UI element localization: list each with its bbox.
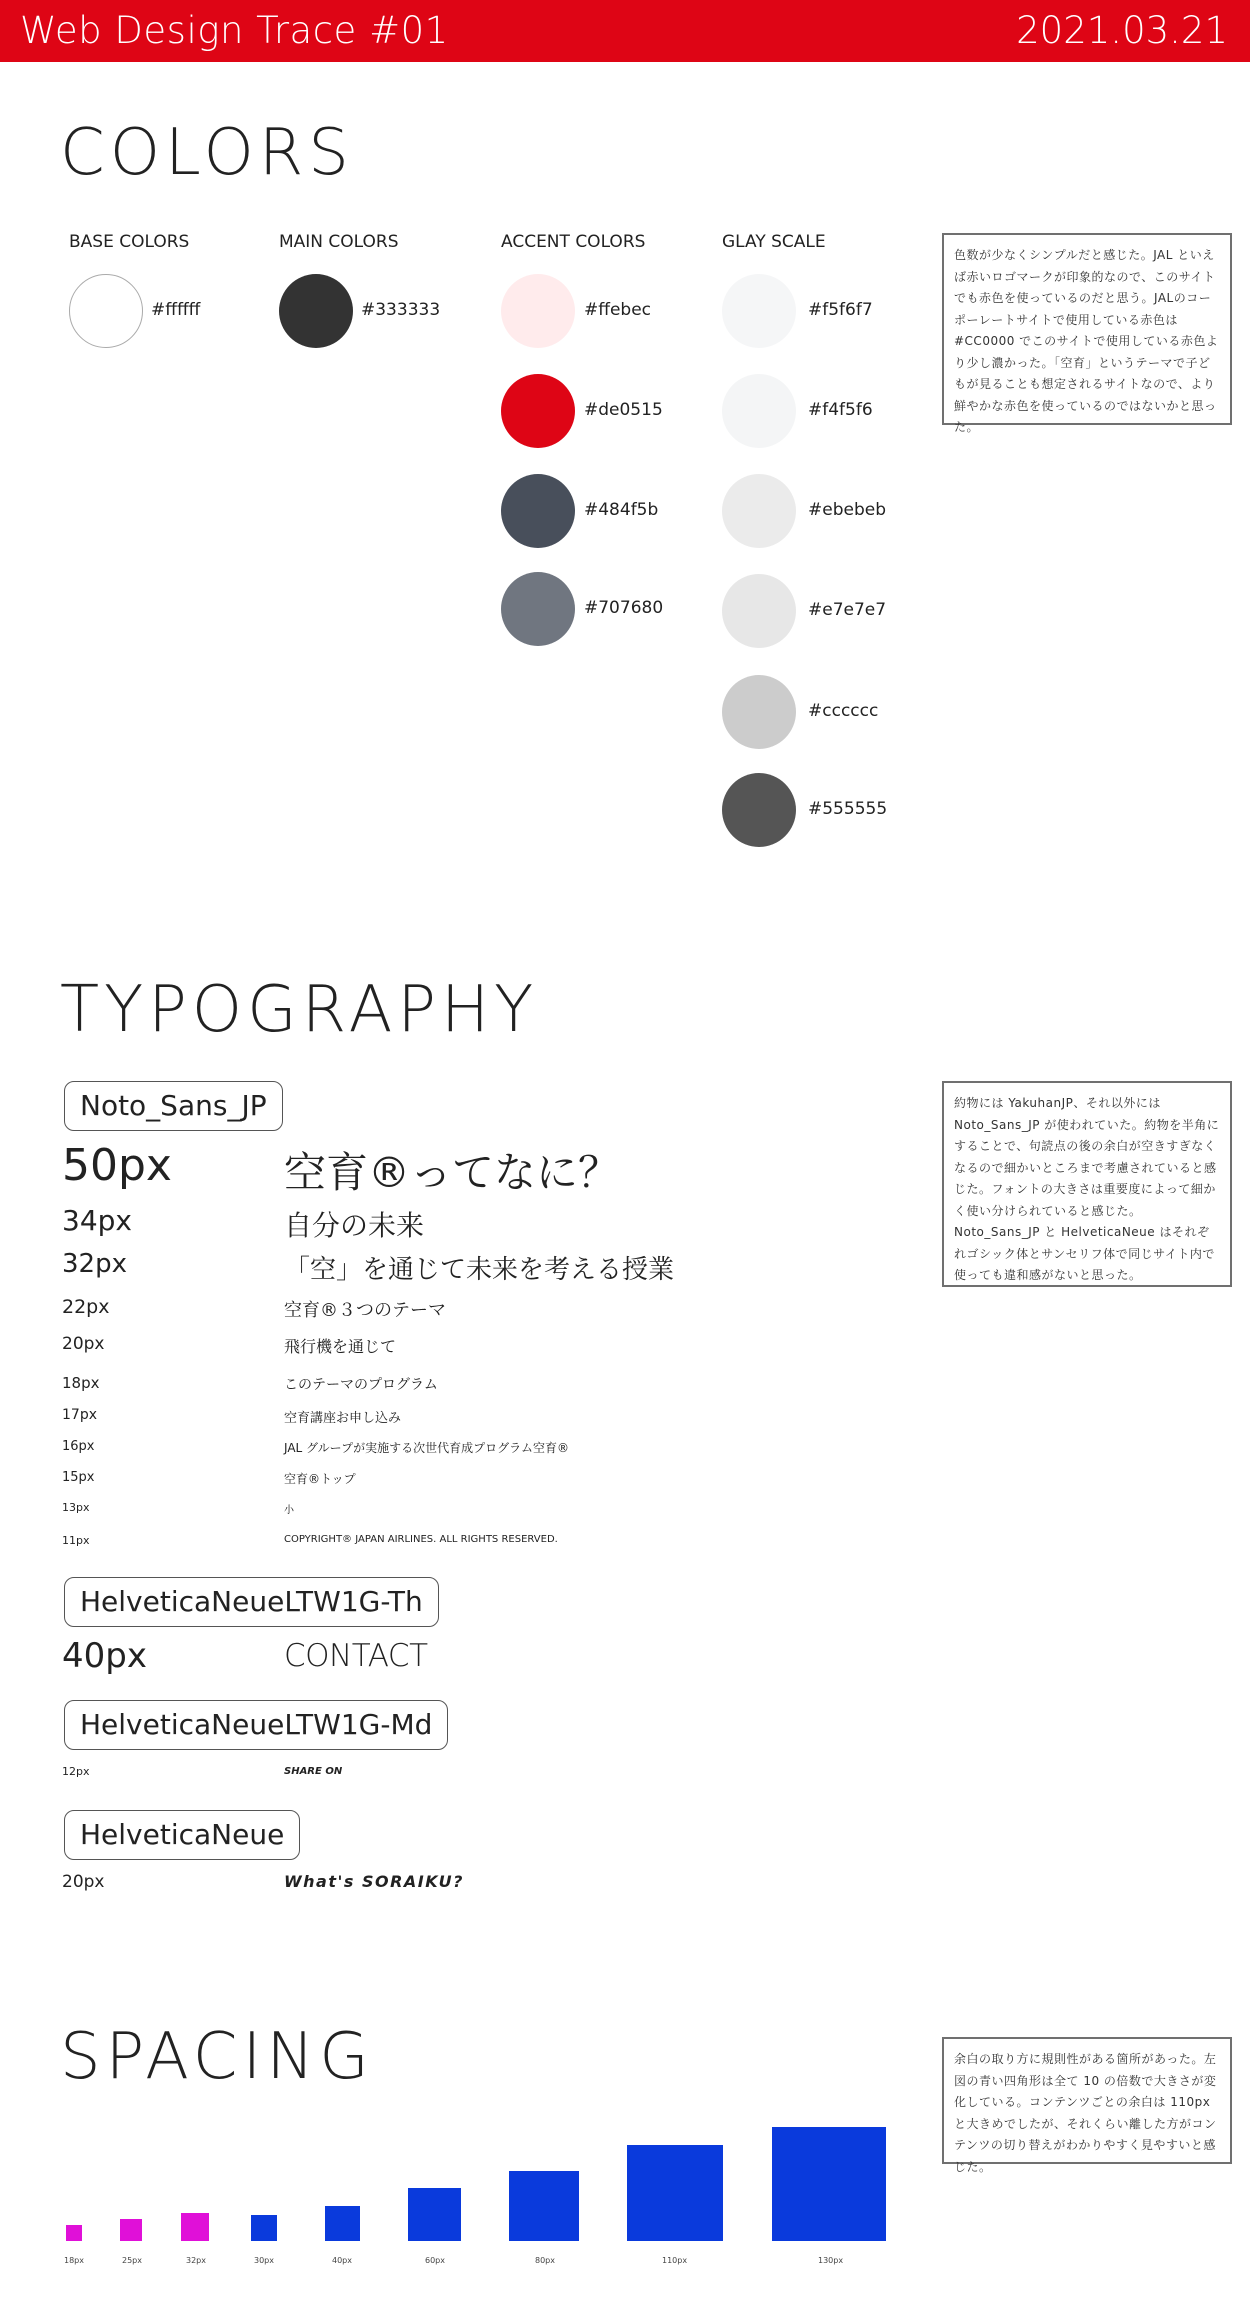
font-size-label: 32px	[62, 1249, 127, 1279]
color-swatch	[501, 274, 575, 348]
spacing-square	[325, 2206, 360, 2241]
spacing-label: 110px	[662, 2256, 688, 2265]
main-colors-heading: MAIN COLORS	[279, 232, 399, 252]
color-swatch	[501, 374, 575, 448]
header-bar	[0, 0, 1250, 62]
color-hex-label: #de0515	[584, 400, 663, 420]
spacing-square	[66, 2225, 82, 2241]
color-hex-label: #ffffff	[151, 300, 201, 320]
spacing-label: 25px	[122, 2256, 142, 2265]
spacing-label: 30px	[254, 2256, 274, 2265]
spacing-note: 余白の取り方に規則性がある箇所があった。左図の青い四角形は全て 10 の倍数で大きさが変化している。コンテンツごとの余白は 110px と大きめでしたが、それくらい離した方がコンテンツの切り替えがわかりやすく見やすいと感じた。	[942, 2037, 1232, 2164]
spacing-square	[408, 2188, 461, 2241]
spacing-square	[627, 2145, 723, 2241]
font-sample-text: 自分の未来	[284, 1209, 425, 1242]
spacing-label: 60px	[425, 2256, 445, 2265]
font-sample-text: 空育®トップ	[284, 1472, 356, 1486]
color-swatch	[722, 574, 796, 648]
font-sample-text: COPYRIGHT® JAPAN AIRLINES. ALL RIGHTS RESERVED.	[284, 1534, 558, 1545]
font-size-label: 17px	[62, 1407, 97, 1423]
color-swatch	[501, 572, 575, 646]
font-sample-text: JAL グループが実施する次世代育成プログラム空育®	[284, 1441, 569, 1455]
font-sample-text: 飛行機を通じて	[284, 1337, 397, 1356]
color-swatch	[722, 773, 796, 847]
color-hex-label: #f5f6f7	[808, 300, 873, 320]
font-size-label: 18px	[62, 1374, 100, 1392]
color-swatch	[69, 274, 143, 348]
font-size-label: 13px	[62, 1501, 90, 1514]
font-sample-text: CONTACT	[284, 1638, 428, 1674]
spacing-label: 40px	[332, 2256, 352, 2265]
color-hex-label: #333333	[361, 300, 441, 320]
base-colors-heading: BASE COLORS	[69, 232, 190, 252]
font-name-box: HelveticaNeue	[64, 1810, 300, 1860]
color-hex-label: #cccccc	[808, 701, 879, 721]
font-size-label: 40px	[62, 1636, 147, 1676]
page-date: 2021.03.21	[1016, 9, 1228, 52]
color-hex-label: #484f5b	[584, 500, 659, 520]
color-swatch	[279, 274, 353, 348]
spacing-square	[772, 2127, 886, 2241]
spacing-label: 18px	[64, 2256, 84, 2265]
color-hex-label: #ebebeb	[808, 500, 886, 520]
font-name-box: HelveticaNeueLTW1G-Md	[64, 1700, 448, 1750]
font-sample-text: 空育講座お申し込み	[284, 1411, 402, 1426]
page-title: Web Design Trace #01	[20, 9, 449, 52]
font-size-label: 22px	[62, 1296, 110, 1318]
spacing-square	[509, 2171, 579, 2241]
colors-section-title: COLORS	[60, 116, 354, 190]
color-swatch	[501, 474, 575, 548]
font-sample-text: 「空」を通じて未来を考える授業	[284, 1255, 675, 1285]
spacing-section-title: SPACING	[60, 2020, 374, 2094]
spacing-label: 130px	[818, 2256, 844, 2265]
font-sample-text: What's SORAIKU?	[284, 1872, 464, 1891]
font-sample-text: このテーマのプログラム	[284, 1377, 438, 1393]
color-hex-label: #e7e7e7	[808, 600, 887, 620]
color-swatch	[722, 675, 796, 749]
colors-note: 色数が少なくシンプルだと感じた。JAL といえば赤いロゴマークが印象的なので、このサイトでも赤色を使っているのだと思う。JALのコーポーレートサイトで使用している赤色は #CC0000 でこのサイトで使用している赤色より少し濃かった。「空育」というテーマで子どもが見ることも想定されるサイトなので、より鮮やかな赤色を使っているのではないかと思った。	[942, 233, 1232, 425]
font-size-label: 20px	[62, 1334, 105, 1354]
color-swatch	[722, 374, 796, 448]
spacing-label: 80px	[535, 2256, 555, 2265]
font-size-label: 12px	[62, 1765, 90, 1778]
accent-colors-heading: ACCENT COLORS	[501, 232, 646, 252]
color-hex-label: #ffebec	[584, 300, 652, 320]
font-sample-text: 空育®ってなに？	[284, 1148, 621, 1197]
color-swatch	[722, 474, 796, 548]
color-hex-label: #555555	[808, 799, 888, 819]
color-swatch	[722, 274, 796, 348]
spacing-label: 32px	[186, 2256, 206, 2265]
spacing-square	[251, 2215, 277, 2241]
spacing-square	[120, 2219, 142, 2241]
font-size-label: 50px	[62, 1140, 172, 1191]
font-name-box: HelveticaNeueLTW1G-Th	[64, 1577, 439, 1627]
font-size-label: 34px	[62, 1204, 132, 1237]
font-size-label: 11px	[62, 1534, 90, 1547]
spacing-square	[181, 2213, 209, 2241]
font-sample-text: 空育®３つのテーマ	[284, 1300, 446, 1321]
color-hex-label: #707680	[584, 598, 664, 618]
font-size-label: 20px	[62, 1872, 105, 1892]
font-size-label: 16px	[62, 1439, 95, 1454]
typography-section-title: TYPOGRAPHY	[60, 973, 539, 1047]
font-name-box: Noto_Sans_JP	[64, 1081, 283, 1131]
glay-scale-heading: GLAY SCALE	[722, 232, 826, 252]
font-size-label: 15px	[62, 1470, 95, 1485]
font-sample-text: SHARE ON	[284, 1766, 343, 1777]
typography-note: 約物には YakuhanJP、それ以外には Noto_Sans_JP が使われていた。約物を半角にすることで、句読点の後の余白が空きすぎなくなるので細かいところまで考慮されていると感じた。フォントの大きさは重要度によって細かく使い分けられていると感じた。Noto_Sans_JP と HelveticaNeue はそれぞれゴシック体とサンセリフ体で同じサイト内で使っても違和感がないと思った。	[942, 1081, 1232, 1287]
color-hex-label: #f4f5f6	[808, 400, 873, 420]
font-sample-text: 小	[284, 1505, 294, 1516]
